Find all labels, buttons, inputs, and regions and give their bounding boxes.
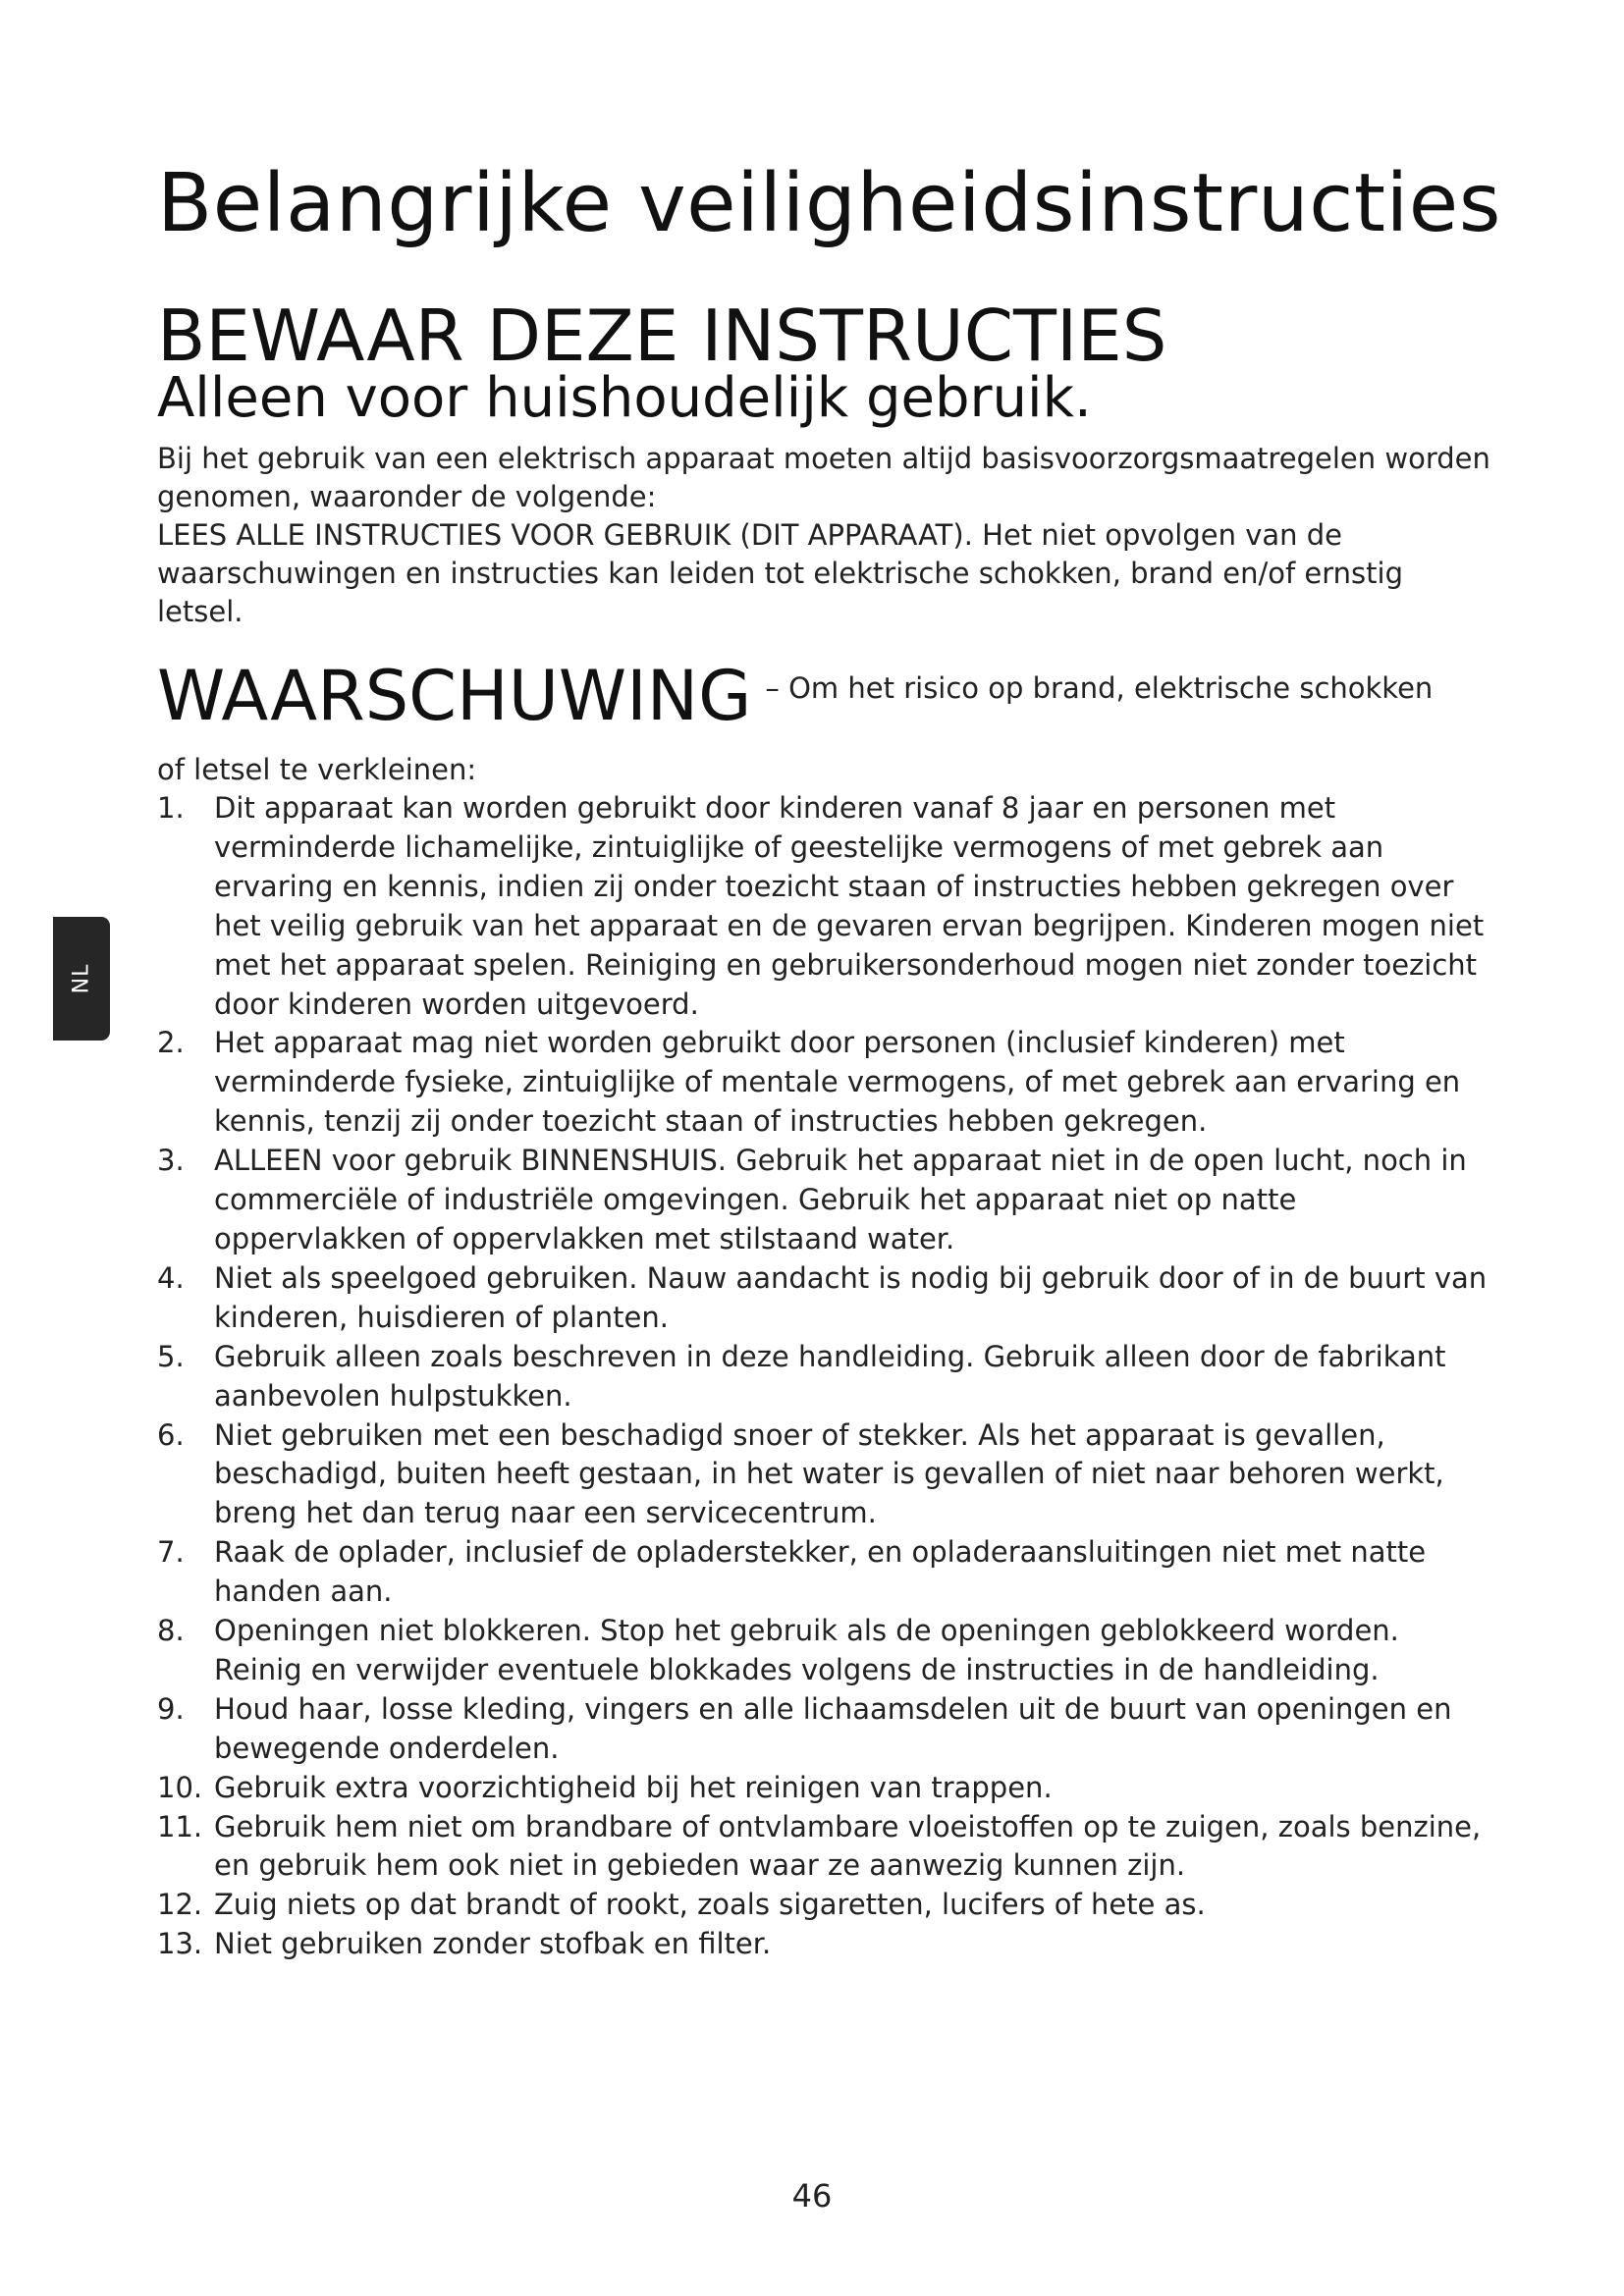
item-number: 10. — [157, 1770, 203, 1804]
list-item — [157, 1338, 1492, 1416]
list-item — [157, 1259, 1492, 1338]
item-text: Raak de oplader, inclusief de opladerstekker, en opladeraansluitingen niet met natte handen aan. — [214, 1535, 1427, 1609]
intro-paragraph: LEES ALLE INSTRUCTIES VOOR GEBRUIK (DIT APPARAAT). Het niet opvolgen van de waarschuwingen en instructies kan leiden tot elektrische schokken, brand en/of ernstig letsel. — [157, 518, 1403, 628]
item-number: 2. — [157, 1026, 185, 1060]
item-number: 4. — [157, 1260, 185, 1295]
item-text: Openingen niet blokkeren. Stop het gebruik als de openingen geblokkeerd worden. Reinig en verwijder eventuele blokkades volgens de instructies in de handleiding. — [214, 1614, 1399, 1686]
item-text: Niet gebruiken zonder stofbak en filter. — [214, 1927, 772, 1961]
item-number: 6. — [157, 1417, 185, 1452]
item-text: Niet als speelgoed gebruiken. Nauw aandacht is nodig bij gebruik door of in de buurt van kinderen, huisdieren of planten. — [214, 1260, 1488, 1334]
page-number: 46 — [791, 2177, 833, 2215]
warning-continuation: of letsel te verkleinen: — [157, 753, 477, 786]
intro-text — [157, 440, 1492, 631]
item-number: 7. — [157, 1535, 185, 1570]
item-text: Het apparaat mag niet worden gebruikt door personen (inclusief kinderen) met verminderde fysieke, zintuiglijke of mentale vermogens, of met gebrek aan ervaring en kennis, tenzij zij onder toezicht staan of instructies hebben gekregen. — [214, 1026, 1461, 1139]
list-item — [157, 1142, 1492, 1259]
language-tab-label: NL — [69, 963, 94, 994]
list-item — [157, 1533, 1492, 1612]
list-item — [157, 1925, 1492, 1964]
page-title: Belangrijke veiligheidsinstructies — [157, 157, 1501, 250]
item-text: Gebruik hem niet om brandbare of ontvlambare vloeistoffen op te zuigen, zoals benzine, en gebruik hem ook niet in gebieden waar ze aanwezig kunnen zijn. — [214, 1809, 1482, 1883]
item-number: 3. — [157, 1144, 185, 1178]
warning-heading — [157, 656, 1433, 736]
warning-subtitle: – Om het risico op brand, elektrische schokken — [765, 671, 1434, 705]
item-text: Zuig niets op dat brandt of rookt, zoals sigaretten, lucifers of hete as. — [214, 1888, 1206, 1922]
item-text: Dit apparaat kan worden gebruikt door kinderen vanaf 8 jaar en personen met verminderde lichamelijke, zintuiglijke of geestelijke vermogens of met gebrek aan ervaring en kennis, indien zij onder toezicht staan of instructies hebben gekregen over het veilig gebruik van het apparaat en de gevaren ervan begrijpen. Kinderen mogen niet met het apparaat spelen. Reiniging en gebruikersonderhoud mogen niet zonder toezicht door kinderen worden uitgevoerd. — [214, 791, 1485, 1021]
list-item — [157, 1808, 1492, 1887]
language-tab — [53, 917, 110, 1041]
household-use-heading: Alleen voor huishoudelijk gebruik. — [157, 366, 1092, 430]
item-text: Niet gebruiken met een beschadigd snoer of stekker. Als het apparaat is gevallen, beschadigd, buiten heeft gestaan, in het water is gevallen of niet naar behoren werkt, breng het dan terug naar een servicecentrum. — [214, 1417, 1444, 1530]
item-number: 1. — [157, 791, 185, 825]
list-item — [157, 789, 1492, 1024]
item-number: 12. — [157, 1888, 203, 1922]
list-item — [157, 1690, 1492, 1769]
item-text: ALLEEN voor gebruik BINNENSHUIS. Gebruik het apparaat niet in de open lucht, noch in commerciële of industriële omgevingen. Gebruik het apparaat niet op natte oppervlakken of oppervlakken met stilstaand water. — [214, 1144, 1467, 1255]
item-text: Gebruik alleen zoals beschreven in deze handleiding. Gebruik alleen door de fabrikant aanbevolen hulpstukken. — [214, 1339, 1446, 1413]
item-number: 8. — [157, 1614, 185, 1648]
item-number: 9. — [157, 1691, 185, 1726]
list-item — [157, 1769, 1492, 1808]
item-number: 13. — [157, 1927, 203, 1961]
list-item — [157, 1416, 1492, 1534]
warning-word: WAARSCHUWING — [157, 656, 752, 736]
list-item — [157, 1024, 1492, 1142]
item-text: Houd haar, losse kleding, vingers en alle lichaamsdelen uit de buurt van openingen en bewegende onderdelen. — [214, 1691, 1452, 1765]
item-number: 11. — [157, 1809, 203, 1843]
item-text: Gebruik extra voorzichtigheid bij het reinigen van trappen. — [214, 1770, 1053, 1804]
safety-rules-list — [157, 789, 1492, 1964]
intro-paragraph: Bij het gebruik van een elektrisch apparaat moeten altijd basisvoorzorgsmaatregelen worden genomen, waaronder de volgende: — [157, 442, 1490, 513]
save-instructions-heading: BEWAAR DEZE INSTRUCTIES — [157, 294, 1167, 377]
item-number: 5. — [157, 1339, 185, 1373]
list-item — [157, 1612, 1492, 1690]
list-item — [157, 1886, 1492, 1925]
